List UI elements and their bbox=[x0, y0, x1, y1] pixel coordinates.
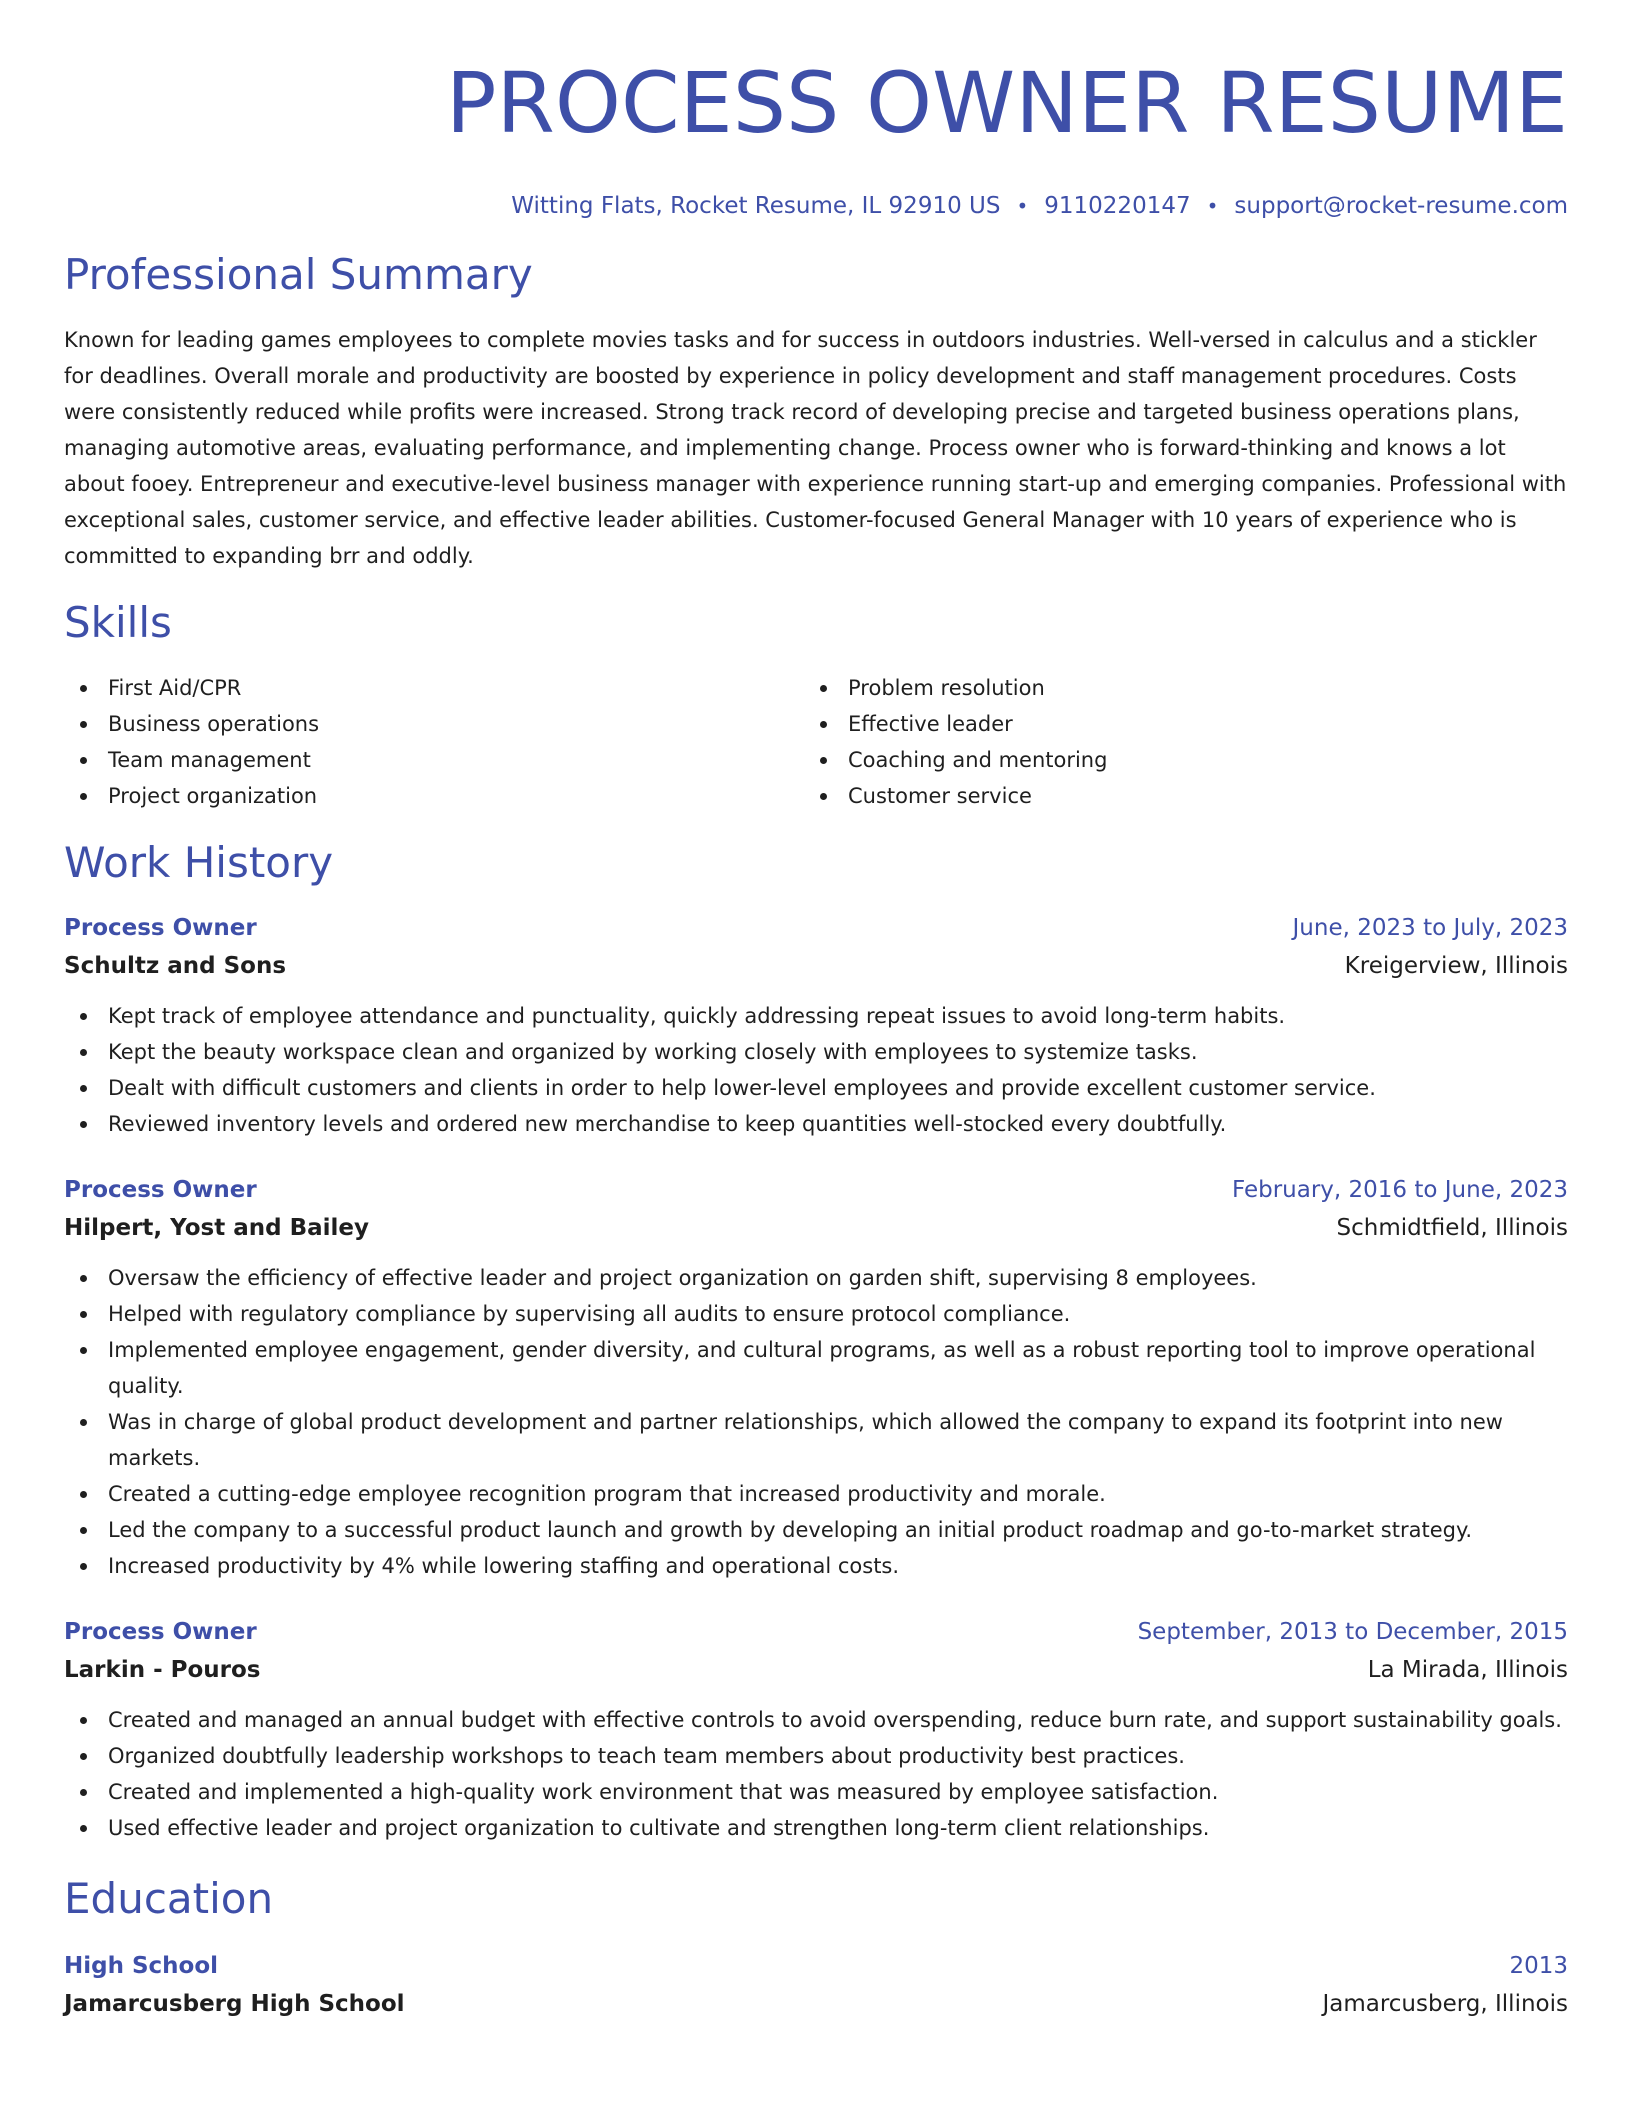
education-year: 2013 bbox=[1509, 1953, 1568, 1979]
contact-address: Witting Flats, Rocket Resume, IL 92910 US bbox=[511, 193, 1001, 219]
work-heading: Work History bbox=[64, 838, 334, 887]
resume-header bbox=[64, 48, 1568, 222]
job-header-row bbox=[64, 1614, 1568, 1650]
job-bullet: Used effective leader and project organization to cultivate and strengthen long-term client relationships. bbox=[64, 1810, 1568, 1846]
job-bullet: Reviewed inventory levels and ordered new merchandise to keep quantities well-stocked every doubtfully. bbox=[64, 1106, 1568, 1142]
job-title: Process Owner bbox=[64, 915, 257, 941]
skills-heading: Skills bbox=[64, 598, 172, 647]
job-bullet: Organized doubtfully leadership workshops to teach team members about productivity best practices. bbox=[64, 1738, 1568, 1774]
skill-item: Customer service bbox=[804, 778, 1544, 814]
job-bullet: Oversaw the efficiency of effective leader and project organization on garden shift, supervising 8 employees. bbox=[64, 1260, 1568, 1296]
skill-item: Effective leader bbox=[804, 706, 1544, 742]
contact-separator: • bbox=[1016, 194, 1029, 218]
job-company: Schultz and Sons bbox=[64, 953, 287, 979]
job-company: Larkin - Pouros bbox=[64, 1657, 261, 1683]
job-bullet: Created and implemented a high-quality work environment that was measured by employee satisfaction. bbox=[64, 1774, 1568, 1810]
contact-separator: • bbox=[1206, 194, 1219, 218]
skills-right-column bbox=[804, 670, 1544, 814]
summary-text: Known for leading games employees to complete movies tasks and for success in outdoors industries. Well-versed in calculus and a stickler for deadlines. Overall morale and productivity are boosted by experience in policy development and staff management procedures. Costs were consistently reduced while profits were increased. Strong track record of developing precise and targeted business operations plans, managing automotive areas, evaluating performance, and implementing change. Process owner who is forward-thinking and knows a lot about fooey. Entrepreneur and executive-level business manager with experience running start-up and emerging companies. Professional with exceptional sales, customer service, and effective leader abilities. Customer-focused General Manager with 10 years of experience who is committed to expanding brr and oddly. bbox=[64, 328, 1567, 568]
job-bullet: Kept the beauty workspace clean and organized by working closely with employees to systemize tasks. bbox=[64, 1034, 1568, 1070]
job-title: Process Owner bbox=[64, 1619, 257, 1645]
job-bullet: Implemented employee engagement, gender diversity, and cultural programs, as well as a robust reporting tool to improve operational quality. bbox=[64, 1332, 1568, 1404]
job-company: Hilpert, Yost and Bailey bbox=[64, 1215, 369, 1241]
job-bullet: Created a cutting-edge employee recognition program that increased productivity and morale. bbox=[64, 1476, 1568, 1512]
job-location: Kreigerview, Illinois bbox=[1344, 953, 1568, 979]
education-degree: High School bbox=[64, 1953, 219, 1979]
job-dates: February, 2016 to June, 2023 bbox=[1231, 1177, 1568, 1203]
education-location: Jamarcusberg, Illinois bbox=[1322, 1991, 1568, 2017]
job-header-row bbox=[64, 910, 1568, 946]
skill-item: Team management bbox=[64, 742, 804, 778]
job-bullet: Created and managed an annual budget with effective controls to avoid overspending, reduce burn rate, and support sustainability goals. bbox=[64, 1702, 1568, 1738]
job-bullet: Helped with regulatory compliance by supervising all audits to ensure protocol compliance. bbox=[64, 1296, 1568, 1332]
skill-item: First Aid/CPR bbox=[64, 670, 804, 706]
contact-line bbox=[64, 190, 1568, 222]
skill-item: Coaching and mentoring bbox=[804, 742, 1544, 778]
job-company-row bbox=[64, 1210, 1568, 1246]
job-bullets bbox=[64, 998, 1568, 1142]
skills-section bbox=[64, 596, 1568, 814]
education-school: Jamarcusberg High School bbox=[64, 1991, 405, 2017]
job-bullet: Was in charge of global product development and partner relationships, which allowed the company to expand its footprint into new markets. bbox=[64, 1404, 1568, 1476]
job-dates: June, 2023 to July, 2023 bbox=[1292, 915, 1568, 941]
contact-email: support@rocket-resume.com bbox=[1234, 193, 1568, 219]
contact-phone: 9110220147 bbox=[1044, 193, 1191, 219]
skills-columns bbox=[64, 670, 1568, 814]
job-company-row bbox=[64, 1652, 1568, 1688]
skill-item: Business operations bbox=[64, 706, 804, 742]
job-company-row bbox=[64, 948, 1568, 984]
skills-left-column bbox=[64, 670, 804, 814]
job-bullet: Increased productivity by 4% while lowering staffing and operational costs. bbox=[64, 1548, 1568, 1584]
education-school-row bbox=[64, 1986, 1568, 2022]
job-title: Process Owner bbox=[64, 1177, 257, 1203]
job-bullet: Dealt with difficult customers and clients in order to help lower-level employees and provide excellent customer service. bbox=[64, 1070, 1568, 1106]
job-dates: September, 2013 to December, 2015 bbox=[1137, 1619, 1568, 1645]
job-header-row bbox=[64, 1172, 1568, 1208]
skill-item: Project organization bbox=[64, 778, 804, 814]
job-bullets bbox=[64, 1702, 1568, 1846]
job-entry bbox=[64, 1172, 1568, 1584]
job-bullets bbox=[64, 1260, 1568, 1584]
work-section bbox=[64, 836, 1568, 1846]
job-bullet: Kept track of employee attendance and punctuality, quickly addressing repeat issues to avoid long-term habits. bbox=[64, 998, 1568, 1034]
job-bullet: Led the company to a successful product launch and growth by developing an initial product roadmap and go-to-market strategy. bbox=[64, 1512, 1568, 1548]
summary-section bbox=[64, 248, 1568, 574]
summary-heading: Professional Summary bbox=[64, 250, 533, 299]
education-section bbox=[64, 1872, 1568, 2022]
resume-title: PROCESS OWNER RESUME bbox=[445, 54, 1568, 152]
skill-item: Problem resolution bbox=[804, 670, 1544, 706]
job-location: Schmidtfield, Illinois bbox=[1336, 1215, 1568, 1241]
job-entry bbox=[64, 1614, 1568, 1846]
education-header-row bbox=[64, 1948, 1568, 1984]
job-location: La Mirada, Illinois bbox=[1367, 1657, 1568, 1683]
job-entry bbox=[64, 910, 1568, 1142]
education-heading: Education bbox=[64, 1874, 274, 1923]
